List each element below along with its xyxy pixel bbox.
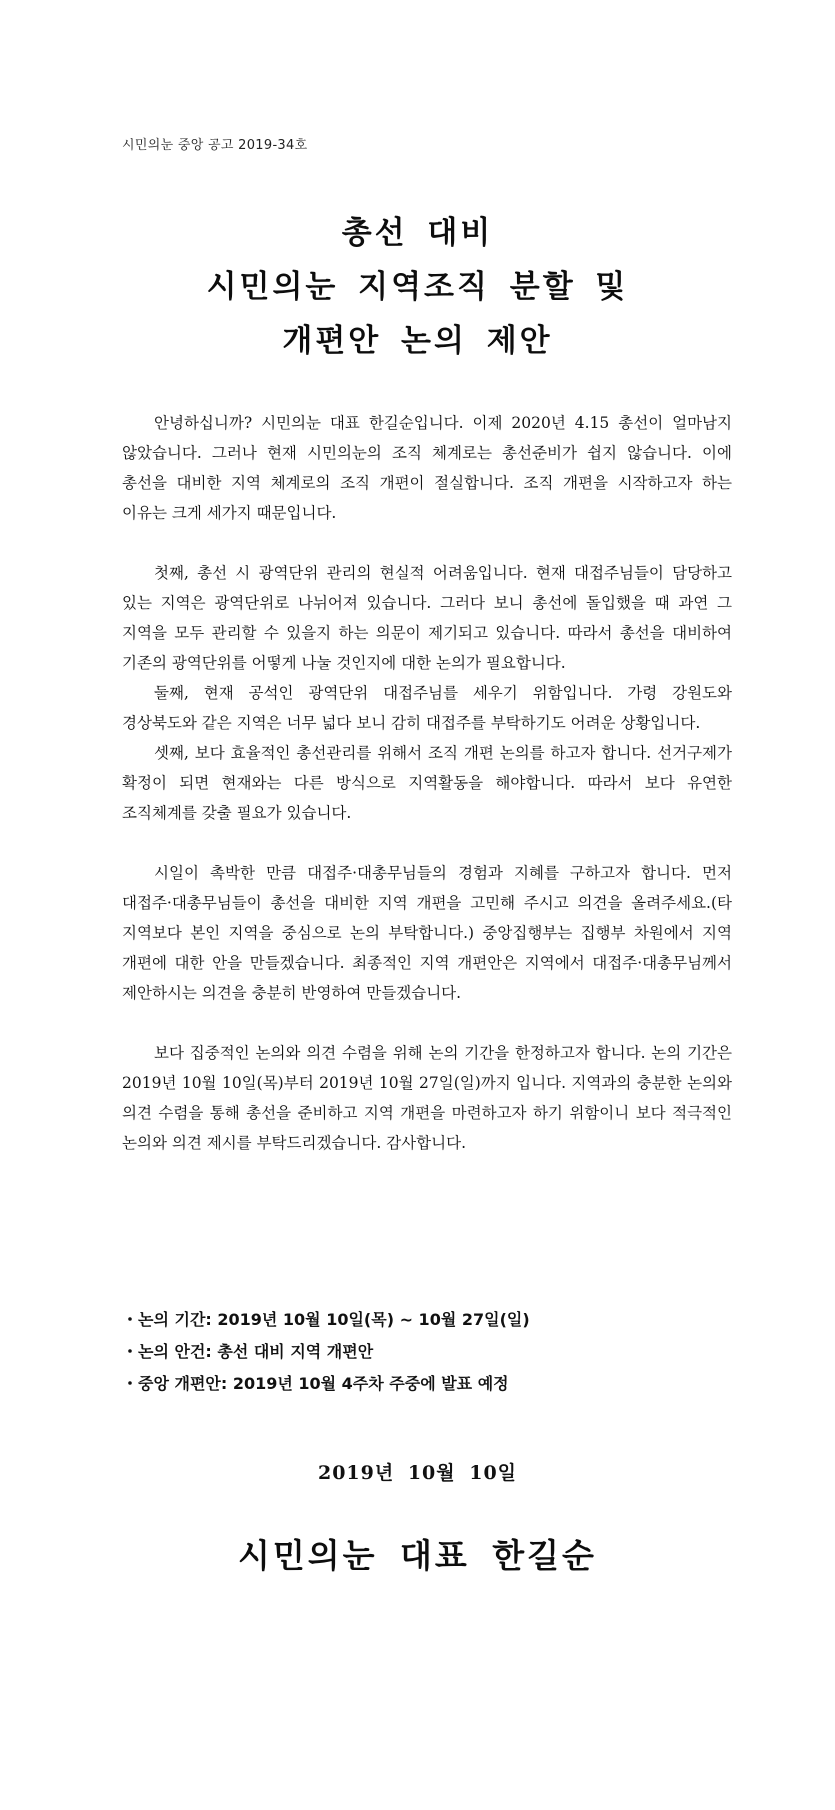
paragraph-period: 보다 집중적인 논의와 의견 수렴을 위해 논의 기간을 한정하고자 합니다. 논의 기간은 2019년 10월 10일(목)부터 2019년 10월 27일(일)까지 입니다. 지역과의 충분한 논의와 의견 수렴을 통해 총선을 준비하고 지역 개편을 마련하고자 하기 위함이니 보다 적극적인 논의와 의견 제시를 부탁드리겠습니다. 감사합니다. <box>122 1044 732 1152</box>
paragraph-second-reason: 둘째, 현재 공석인 광역단위 대접주님를 세우기 위함입니다. 가령 강원도와 경상북도와 같은 지역은 너무 넓다 보니 감히 대접주를 부탁하기도 어려운 상황입니다. <box>122 684 732 732</box>
summary-item-agenda: ・논의 안건: 총선 대비 지역 개편안 <box>122 1342 374 1361</box>
paragraph-third-reason: 셋째, 보다 효율적인 총선관리를 위해서 조직 개편 논의를 하고자 합니다. 선거구제가 확정이 되면 현재와는 다른 방식으로 지역활동을 해야합니다. 따라서 보다 유연한 조직체계를 갖출 필요가 있습니다. <box>122 744 732 822</box>
title-line-1: 총선 대비 <box>341 215 494 251</box>
signature: 시민의눈 대표 한길순 <box>238 1536 597 1575</box>
notice-number: 시민의눈 중앙 공고 2019-34호 <box>122 138 308 153</box>
summary-item-period: ・논의 기간: 2019년 10월 10일(목) ~ 10월 27일(일) <box>122 1310 530 1329</box>
title-line-3: 개편안 논의 제안 <box>282 323 553 359</box>
document-title <box>0 206 835 368</box>
title-line-2: 시민의눈 지역조직 분할 및 <box>206 269 629 305</box>
paragraph-spacer <box>122 1008 732 1038</box>
paragraph-intro: 안녕하십니까? 시민의눈 대표 한길순입니다. 이제 2020년 4.15 총선이 얼마남지 않았습니다. 그러나 현재 시민의눈의 조직 체계로는 총선준비가 쉽지 않습니다. 이에 총선을 대비한 지역 체계로의 조직 개편이 절실합니다. 조직 개편을 시작하고자 하는 이유는 크게 세가지 때문입니다. <box>122 414 732 522</box>
issue-date: 2019년 10월 10일 <box>317 1462 518 1484</box>
paragraph-first-reason: 첫째, 총선 시 광역단위 관리의 현실적 어려움입니다. 현재 대접주님들이 담당하고 있는 지역은 광역단위로 나뉘어져 있습니다. 그러다 보니 총선에 돌입했을 때 과연 그 지역을 모두 관리할 수 있을지 하는 의문이 제기되고 있습니다. 따라서 총선을 대비하여 기존의 광역단위를 어떻게 나눌 것인지에 대한 논의가 필요합니다. <box>122 564 732 672</box>
summary-list <box>122 1304 742 1400</box>
summary-item-announcement: ・중앙 개편안: 2019년 10월 4주차 주중에 발표 예정 <box>122 1374 509 1393</box>
paragraph-spacer <box>122 828 732 858</box>
body-text <box>122 408 732 1158</box>
paragraph-request: 시일이 촉박한 만큼 대접주·대총무님들의 경험과 지혜를 구하고자 합니다. 먼저 대접주·대총무님들이 총선을 대비한 지역 개편을 고민해 주시고 의견을 올려주세요.(타 지역보다 본인 지역을 중심으로 논의 부탁합니다.) 중앙집행부는 집행부 차원에서 지역 개편에 대한 안을 만들겠습니다. 최종적인 지역 개편안은 지역에서 대접주·대총무님께서 제안하시는 의견을 충분히 반영하여 만들겠습니다. <box>122 864 732 1002</box>
paragraph-spacer <box>122 528 732 558</box>
